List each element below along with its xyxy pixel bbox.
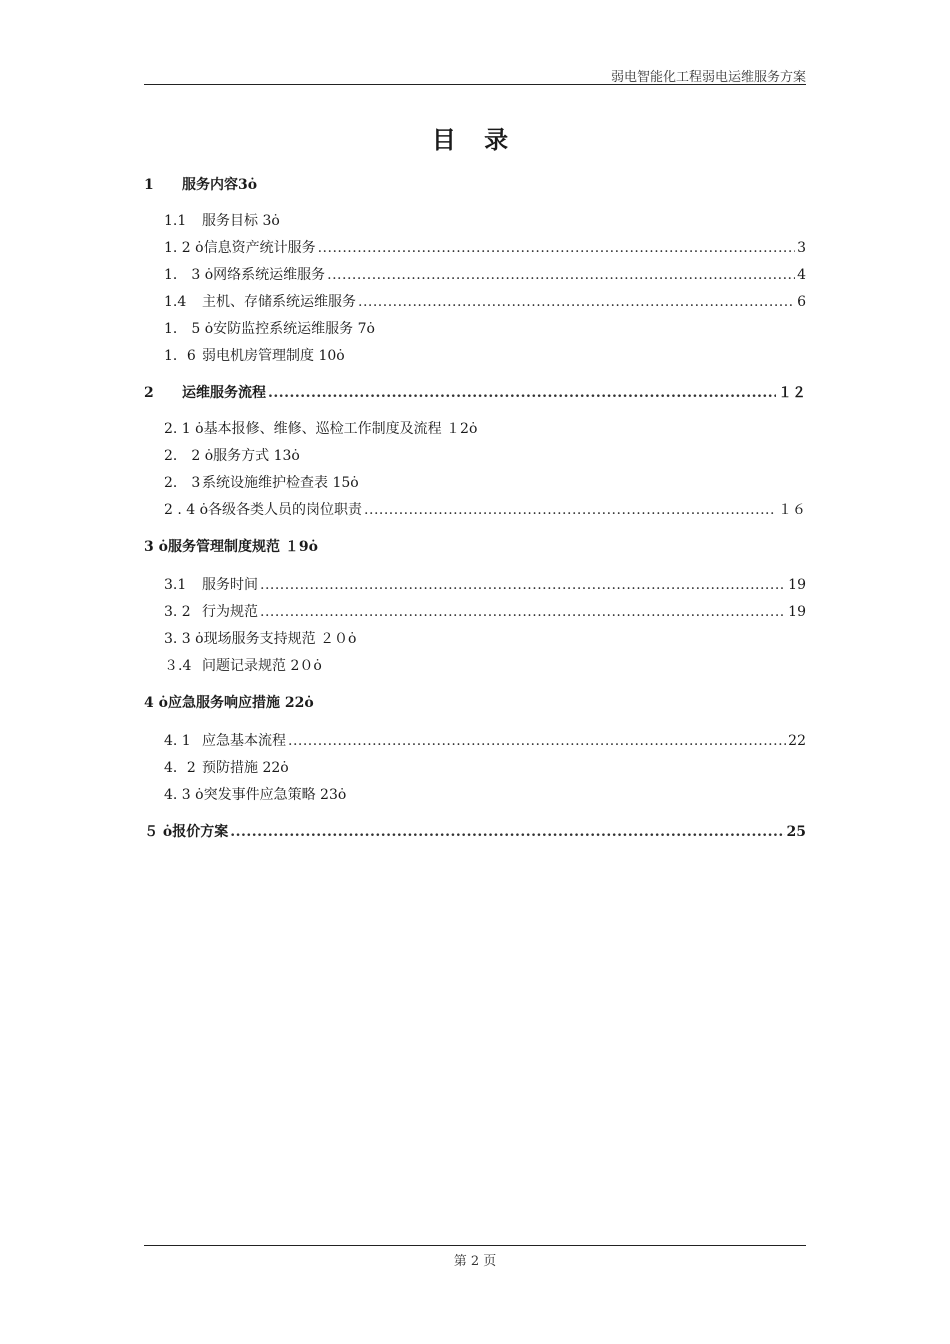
toc-entry-label: 现场服务支持规范 ２０ (203, 631, 349, 647)
toc-entry-number: 4. 3 ȯ (164, 787, 204, 803)
toc-entry-label: 网络系统运维服务 (213, 267, 326, 283)
toc-entry-marker: ȯ (291, 448, 300, 464)
toc-entry-page: 22 (788, 733, 806, 749)
toc-leader-dots (260, 577, 786, 593)
toc-entry-number: 4 ȯ (144, 695, 168, 711)
toc-entry-marker: ȯ (350, 475, 359, 491)
toc-entry-label: 基本报修、维修、巡检工作制度及流程 １2 (203, 421, 469, 437)
toc-entry-label: 运维服务流程 (182, 385, 266, 401)
toc-leader-dots (260, 604, 786, 620)
toc-entry-marker: ȯ (247, 177, 258, 193)
toc-entry-label: 行为规范 (202, 604, 258, 620)
toc-entry-number: 3. 2 (164, 604, 191, 620)
toc-entry-page: １２ (778, 385, 806, 401)
toc-entry-label: 服务内容3 (182, 177, 248, 193)
toc-entry[interactable] (144, 345, 806, 367)
header-rule (144, 84, 806, 85)
toc-entry[interactable] (144, 655, 806, 677)
toc-entry[interactable] (144, 574, 806, 596)
toc-entry-page: 25 (786, 824, 806, 840)
toc-entry[interactable] (144, 210, 806, 232)
toc-title: 目 录 (431, 125, 519, 154)
toc-leader-dots (230, 824, 784, 840)
toc-leader-dots (288, 733, 786, 749)
toc-entry-label: 服务目标 3 (202, 213, 272, 229)
toc-entry-number: 2 . 4 ȯ (164, 502, 209, 518)
toc-entry-page: 4 (797, 267, 806, 283)
toc-leader-dots (327, 267, 795, 283)
toc-entry-number: 3 ȯ (144, 539, 168, 555)
toc-entry-label: 突发事件应急策略 23 (203, 787, 338, 803)
toc-entry-label: 安防监控系统运维服务 7 (213, 321, 367, 337)
toc-entry[interactable] (144, 318, 806, 340)
toc-entry-marker: ȯ (366, 321, 375, 337)
toc-entry-label: 服务时间 (202, 577, 258, 593)
toc-entry-label: 应急服务响应措施 22 (167, 695, 305, 711)
toc-entry[interactable] (144, 730, 806, 752)
toc-entry[interactable] (144, 536, 806, 558)
toc-leader-dots (268, 385, 776, 401)
toc-entry-label: 服务管理制度规范 １9 (167, 539, 309, 555)
toc-entry[interactable] (144, 757, 806, 779)
toc-entry-label: 各级各类人员的岗位职责 (208, 502, 363, 518)
toc-entry[interactable] (144, 472, 806, 494)
toc-entry-number: 1. 2 ȯ (164, 240, 204, 256)
toc-entry-number: 1.1 (164, 213, 187, 229)
toc-entry-label: 主机、存储系统运维服务 (202, 294, 356, 310)
toc-entry-page: 19 (788, 577, 806, 593)
toc-entry-label: 报价方案 (172, 824, 229, 840)
toc-entry-number: 3.1 (164, 577, 187, 593)
toc-entry-number: 2． 2 ȯ (164, 448, 214, 464)
toc-entry-page: 3 (797, 240, 806, 256)
toc-entry-number: 1 (144, 177, 154, 193)
toc-entry-number: ３.4 (164, 658, 192, 674)
toc-entry-label: 弱电机房管理制度 10 (202, 348, 337, 364)
toc-entry[interactable] (144, 445, 806, 467)
toc-entry-marker: ȯ (337, 787, 347, 803)
toc-entry-number: 2. 1 ȯ (164, 421, 204, 437)
toc-entry-page: １６ (778, 502, 806, 518)
toc-entry-label: 信息资产统计服务 (203, 240, 316, 256)
toc-leader-dots (318, 240, 795, 256)
toc-entry-label: 系统设施维护检查表 15 (202, 475, 351, 491)
toc-entry-number: 1． 3 ȯ (164, 267, 214, 283)
toc-entry[interactable] (144, 174, 806, 196)
toc-entry-marker: ȯ (304, 695, 314, 711)
footer-rule (144, 1245, 806, 1246)
toc-entry-number: 4．2 (164, 760, 196, 776)
toc-entry[interactable] (144, 821, 806, 843)
toc-entry[interactable] (144, 264, 806, 286)
toc-entry-number: 1.4 (164, 294, 187, 310)
toc-entry-label: 服务方式 13 (213, 448, 292, 464)
toc-entry[interactable] (144, 291, 806, 313)
toc-entry-number: 3. 3 ȯ (164, 631, 204, 647)
toc-entry[interactable] (144, 499, 806, 521)
toc-entry[interactable] (144, 382, 806, 404)
toc-entry[interactable] (144, 237, 806, 259)
toc-entry-marker: ȯ (280, 760, 289, 776)
toc-entry-number: ５ ȯ (144, 824, 173, 840)
toc-entry-number: 2． 3 (164, 475, 201, 491)
running-header: 弱电智能化工程弱电运维服务方案 (610, 70, 806, 85)
toc-entry-marker: ȯ (348, 631, 357, 647)
toc-leader-dots (358, 294, 795, 310)
toc-entry-page: 6 (797, 294, 806, 310)
toc-entry-label: 问题记录规范 2０ (202, 658, 314, 674)
toc-entry[interactable] (144, 418, 806, 440)
toc-entry-number: 4. 1 (164, 733, 191, 749)
toc-entry[interactable] (144, 628, 806, 650)
page-number: 第 2 页 (453, 1254, 497, 1269)
toc-entry[interactable] (144, 784, 806, 806)
toc-entry-marker: ȯ (313, 658, 322, 674)
toc-entry-number: 1． 5 ȯ (164, 321, 214, 337)
toc-entry[interactable] (144, 692, 806, 714)
toc-entry-marker: ȯ (468, 421, 478, 437)
toc-entry-page: 19 (788, 604, 806, 620)
toc-entry-number: 2 (144, 385, 154, 401)
toc-entry[interactable] (144, 601, 806, 623)
toc-entry-label: 预防措施 22 (202, 760, 281, 776)
toc-entry-marker: ȯ (271, 213, 280, 229)
toc-entry-marker: ȯ (336, 348, 345, 364)
toc-entry-label: 应急基本流程 (202, 733, 286, 749)
toc-leader-dots (364, 502, 776, 518)
toc-entry-number: 1．6 (164, 348, 196, 364)
toc-entry-marker: ȯ (308, 539, 318, 555)
